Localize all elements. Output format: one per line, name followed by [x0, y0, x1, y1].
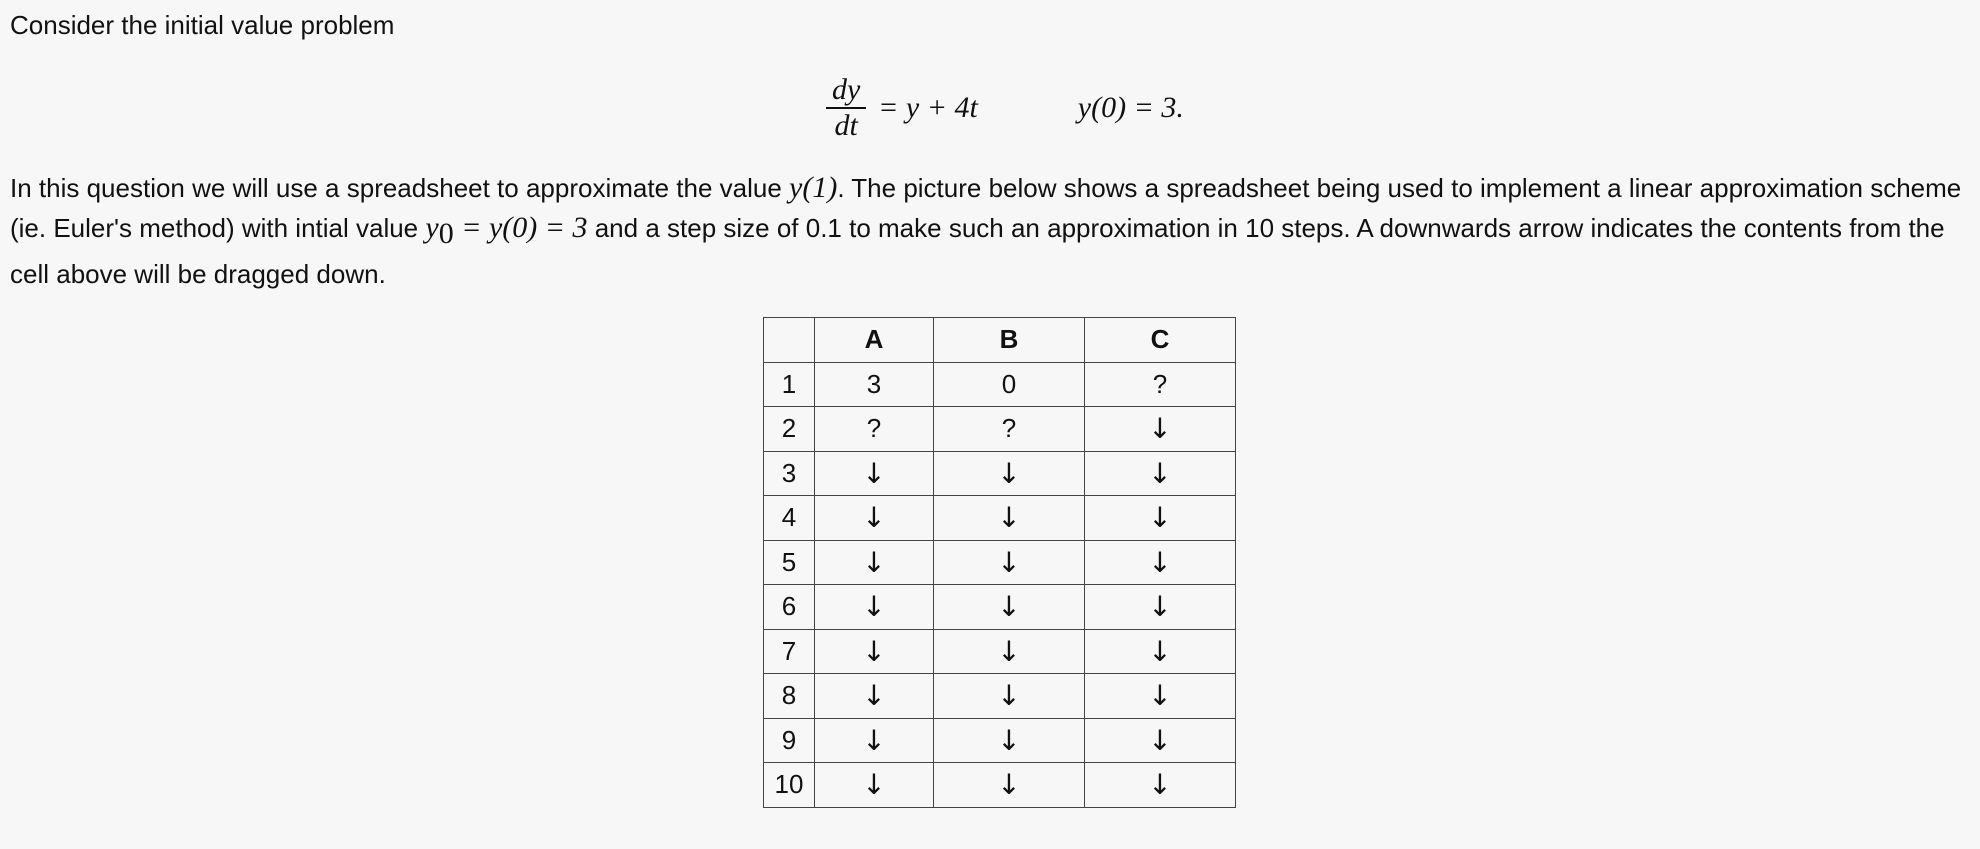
cell-b10: ↓ [934, 763, 1085, 808]
cell-a3: ↓ [815, 451, 934, 496]
cell-b7: ↓ [934, 629, 1085, 674]
derivative-fraction [826, 73, 866, 143]
fraction-denominator: dt [834, 109, 858, 142]
cell-c10: ↓ [1085, 763, 1236, 808]
differential-equation [0, 68, 1980, 148]
cell-c1: ? [1085, 362, 1236, 407]
cell-b6: ↓ [934, 585, 1085, 630]
table-row [764, 540, 1236, 585]
fraction-numerator: dy [831, 73, 861, 106]
cell-c3: ↓ [1085, 451, 1236, 496]
cell-a5: ↓ [815, 540, 934, 585]
math-y0-var: y [425, 211, 439, 244]
table-row [764, 674, 1236, 719]
cell-b3: ↓ [934, 451, 1085, 496]
row-number: 7 [764, 629, 815, 674]
intro-text: Consider the initial value problem [10, 10, 395, 40]
cell-a6: ↓ [815, 585, 934, 630]
cell-a1: 3 [815, 362, 934, 407]
table-row [764, 362, 1236, 407]
table-row [764, 496, 1236, 541]
column-header-a: A [815, 318, 934, 363]
cell-a2: ? [815, 407, 934, 452]
paragraph-part-1: In this question we will use a spreadsheet to approximate the value [10, 173, 790, 203]
cell-b2: ? [934, 407, 1085, 452]
row-number: 3 [764, 451, 815, 496]
table-row [764, 451, 1236, 496]
table-row [764, 718, 1236, 763]
cell-a8: ↓ [815, 674, 934, 719]
cell-c8: ↓ [1085, 674, 1236, 719]
cell-b9: ↓ [934, 718, 1085, 763]
paragraph-part-2: . The picture below shows a spreadsheet being used to implement a linear approximation scheme (ie. Euler's method) with intial value [10, 173, 1962, 243]
cell-a9: ↓ [815, 718, 934, 763]
row-number: 9 [764, 718, 815, 763]
header-row [764, 318, 1236, 363]
spreadsheet-table [763, 317, 1236, 808]
cell-b1: 0 [934, 362, 1085, 407]
cell-c7: ↓ [1085, 629, 1236, 674]
row-number: 5 [764, 540, 815, 585]
equation-rhs: = y + 4t [878, 91, 978, 124]
table-row [764, 763, 1236, 808]
spreadsheet-body [764, 362, 1236, 807]
cell-c5: ↓ [1085, 540, 1236, 585]
table-row [764, 585, 1236, 630]
cell-a7: ↓ [815, 629, 934, 674]
cell-b5: ↓ [934, 540, 1085, 585]
cell-a10: ↓ [815, 763, 934, 808]
cell-c2: ↓ [1085, 407, 1236, 452]
row-number: 10 [764, 763, 815, 808]
table-row [764, 629, 1236, 674]
paragraph-part-3: and a step size of 0.1 to make such an approximation in 10 steps. A downwards arrow indicates the contents from the cell above will be dragged down. [10, 213, 1945, 289]
math-y-of-1: y(1) [789, 171, 838, 204]
row-number: 4 [764, 496, 815, 541]
column-header-c: C [1085, 318, 1236, 363]
cell-c6: ↓ [1085, 585, 1236, 630]
math-y0-value: = y(0) = 3 [453, 211, 588, 244]
cell-a4: ↓ [815, 496, 934, 541]
row-number: 2 [764, 407, 815, 452]
row-number: 1 [764, 362, 815, 407]
cell-c4: ↓ [1085, 496, 1236, 541]
column-header-b: B [934, 318, 1085, 363]
question-paragraph [10, 168, 1970, 294]
cell-c9: ↓ [1085, 718, 1236, 763]
math-y0-subscript: 0 [438, 217, 454, 250]
table-row [764, 407, 1236, 452]
cell-b8: ↓ [934, 674, 1085, 719]
corner-cell [764, 318, 815, 363]
row-number: 6 [764, 585, 815, 630]
row-number: 8 [764, 674, 815, 719]
cell-b4: ↓ [934, 496, 1085, 541]
initial-condition: y(0) = 3. [1077, 91, 1184, 124]
